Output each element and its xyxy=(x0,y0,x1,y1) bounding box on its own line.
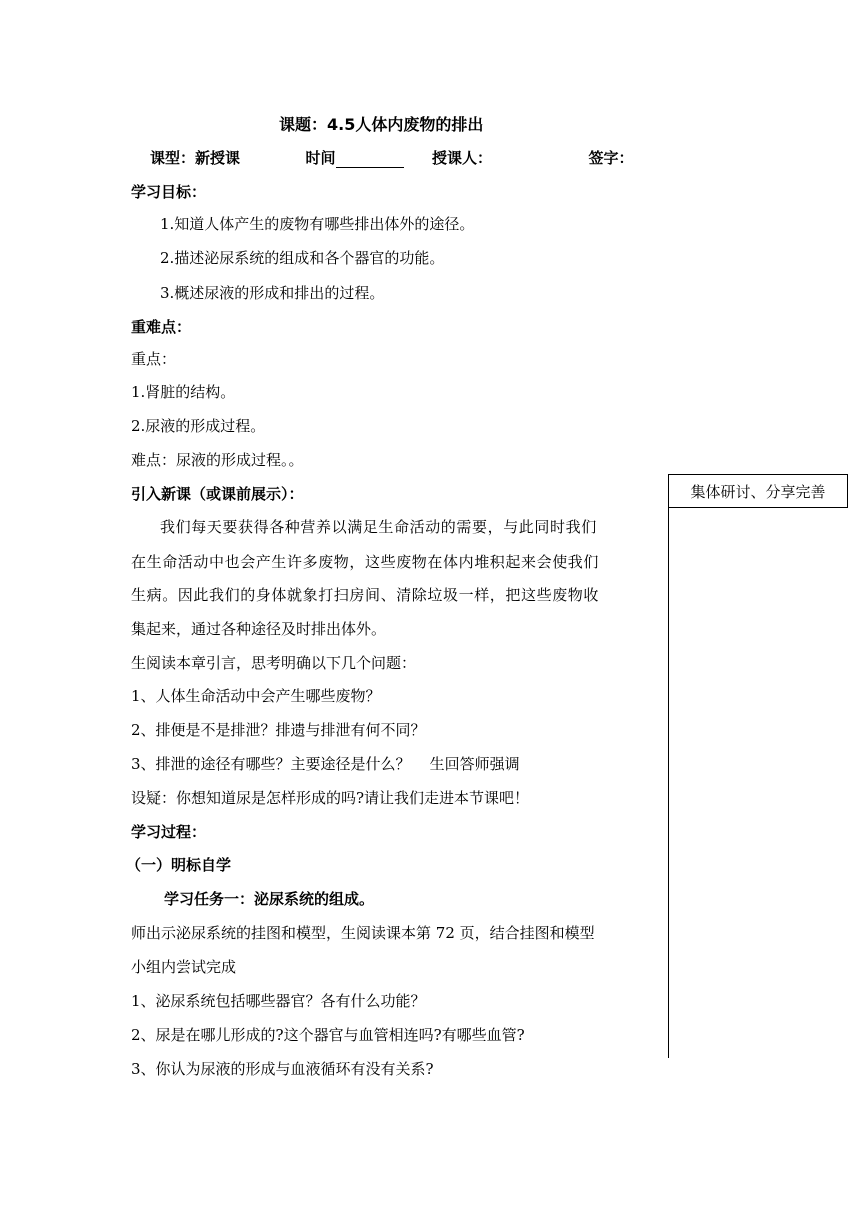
intro-paragraph-line: 我们每天要获得各种营养以满足生命活动的需要，与此同时我们 xyxy=(160,518,597,536)
objective-item: 2.描述泌尿系统的组成和各个器官的功能。 xyxy=(160,249,445,267)
key-item: 2.尿液的形成过程。 xyxy=(131,417,266,435)
task-question: 3、你认为尿液的形成与血液循环有没有关系? xyxy=(131,1060,434,1078)
page-title: 课题：4.5人体内废物的排出 xyxy=(279,115,484,134)
time-blank xyxy=(336,153,404,168)
read-prompt: 生阅读本章引言，思考明确以下几个问题： xyxy=(131,654,417,672)
task-heading: 学习任务一：泌尿系统的组成。 xyxy=(164,890,375,908)
key-label: 重点： xyxy=(131,350,177,368)
intro-paragraph-line: 集起来，通过各种途径及时排出体外。 xyxy=(131,620,387,638)
intro-question: 1、人体生命活动中会产生哪些废物？ xyxy=(131,687,381,705)
lesson-type: 课型：新授课 xyxy=(150,149,241,167)
side-note-box xyxy=(668,474,848,508)
key-points-heading: 重难点： xyxy=(131,318,192,336)
side-column-divider xyxy=(668,508,669,1058)
intro-paragraph-line: 在生命活动中也会产生许多废物，这些废物在体内堆积起来会使我们 xyxy=(131,553,600,571)
intro-question: 3、排泄的途径有哪些？主要途径是什么？ 生回答师强调 xyxy=(131,755,520,773)
key-item: 1.肾脏的结构。 xyxy=(131,383,236,401)
meta-row xyxy=(150,148,633,168)
process-heading: 学习过程： xyxy=(131,823,207,841)
task-text-line: 师出示泌尿系统的挂图和模型，生阅读课本第 72 页，结合挂图和模型 xyxy=(131,924,595,942)
intro-question: 2、排便是不是排泄？排遗与排泄有何不同？ xyxy=(131,721,426,739)
objective-item: 3.概述尿液的形成和排出的过程。 xyxy=(160,284,385,302)
teacher-label: 授课人： xyxy=(431,149,492,167)
intro-paragraph-line: 生病。因此我们的身体就象打扫房间、清除垃圾一样，把这些废物收 xyxy=(131,586,600,604)
time-label: 时间 xyxy=(305,149,336,167)
task-question: 2、尿是在哪儿形成的?这个器官与血管相连吗?有哪些血管? xyxy=(131,1026,525,1044)
section-heading: （一）明标自学 xyxy=(126,856,232,874)
sign-label: 签字： xyxy=(588,149,634,167)
difficult-point: 难点：尿液的形成过程。。 xyxy=(131,451,304,469)
suspense-text: 设疑：你想知道尿是怎样形成的吗?请让我们走进本节课吧！ xyxy=(131,789,530,807)
side-note-label: 集体研讨、分享完善 xyxy=(690,483,826,501)
intro-heading: 引入新课（或课前展示）： xyxy=(131,485,304,503)
objectives-heading: 学习目标： xyxy=(131,183,207,201)
objective-item: 1.知道人体产生的废物有哪些排出体外的途径。 xyxy=(160,215,475,233)
task-text-line: 小组内尝试完成 xyxy=(131,958,237,976)
task-question: 1、泌尿系统包括哪些器官？各有什么功能？ xyxy=(131,992,426,1010)
